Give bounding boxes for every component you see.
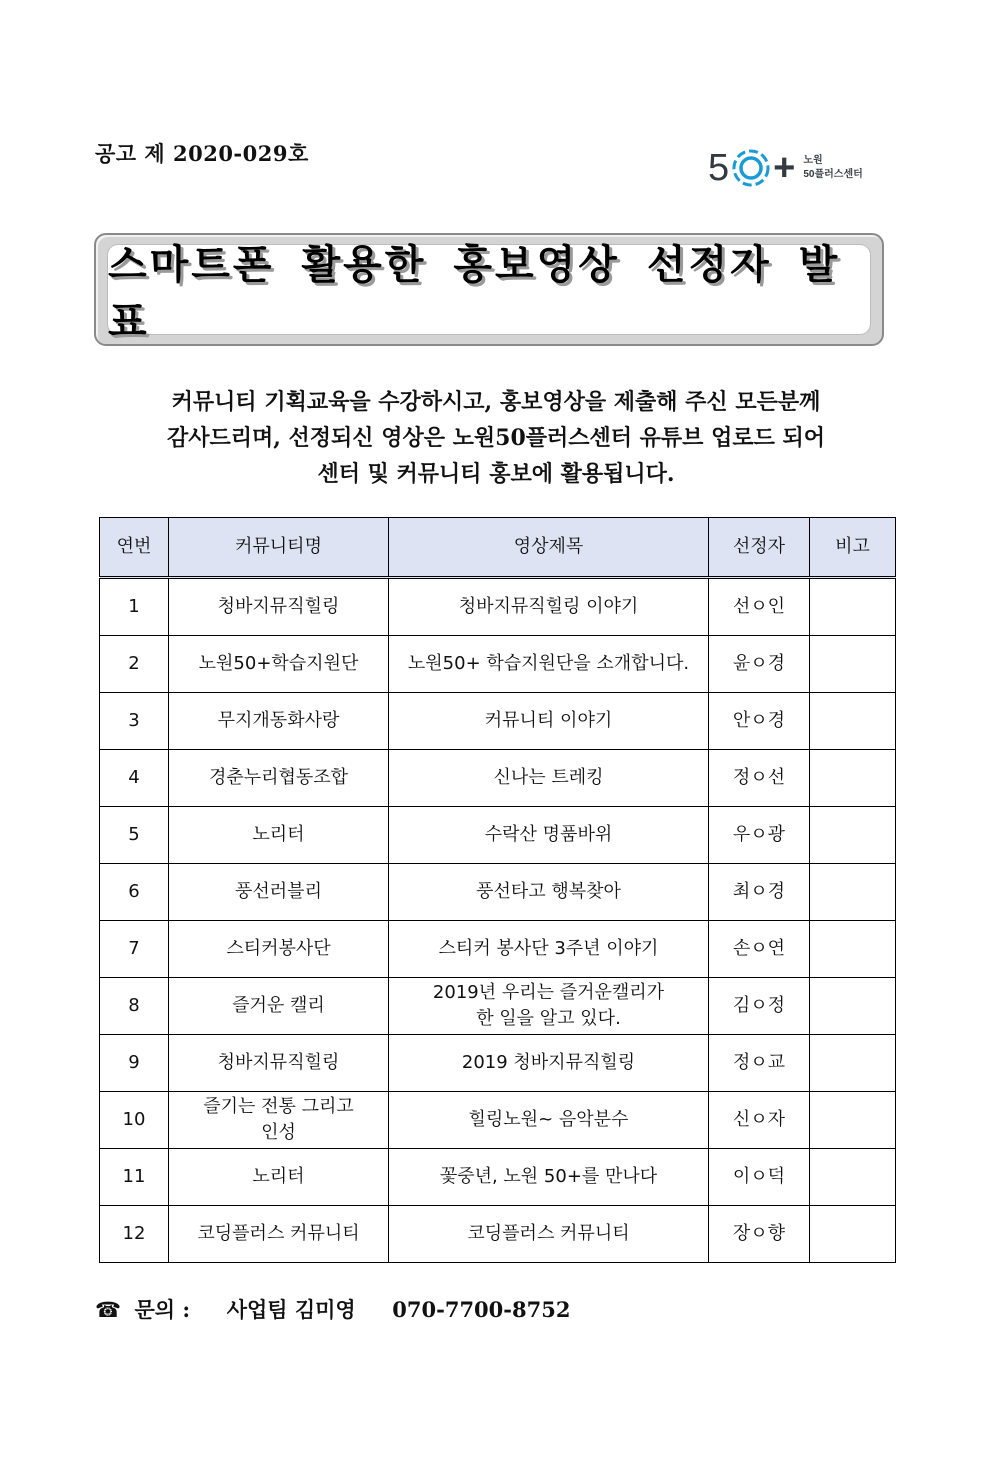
table-row: [100, 693, 896, 750]
header-winner: 선정자: [709, 518, 810, 578]
cell-note: [810, 750, 896, 807]
cell-community-line: 즐기는 전통 그리고: [203, 1096, 354, 1117]
table-row: [100, 1149, 896, 1206]
cell-community-line: 청바지뮤직힐링: [217, 596, 340, 617]
cell-winner: 손ㅇ연: [709, 921, 810, 978]
intro-line-2: 감사드리며, 선정되신 영상은 노원50플러스센터 유튜브 업로드 되어: [166, 425, 826, 451]
cell-video-title-line: 힐링노원~ 음악분수: [468, 1109, 629, 1130]
cell-video-title-line: 한 일을 알고 있다.: [476, 1008, 621, 1029]
table-body: [100, 578, 896, 1263]
logo-text: [803, 154, 862, 182]
contact-phone: 070-7700-8752: [392, 1297, 571, 1322]
cell-winner: 이ㅇ덕: [709, 1149, 810, 1206]
table-row: [100, 578, 896, 636]
cell-community: [169, 864, 389, 921]
cell-community-line: 무지개동화사랑: [217, 710, 340, 731]
cell-community: [169, 1206, 389, 1263]
logo-number: 5: [708, 147, 730, 189]
cell-community-line: 경춘누리협동조합: [208, 767, 349, 788]
intro-line-3: 센터 및 커뮤니티 홍보에 활용됩니다.: [317, 461, 675, 487]
cell-video-title-line: 2019 청바지뮤직힐링: [461, 1052, 636, 1073]
center-logo: [708, 142, 863, 194]
cell-community-line: 노리터: [252, 1166, 305, 1187]
cell-community-line: 스티커봉사단: [226, 938, 331, 959]
cell-community-line: 즐거운 캘리: [232, 995, 325, 1016]
contact-label: 문의 :: [134, 1297, 191, 1322]
cell-community: [169, 1149, 389, 1206]
winners-table: [99, 517, 896, 1263]
cell-winner: 최ㅇ경: [709, 864, 810, 921]
cell-community: [169, 978, 389, 1035]
cell-no: 9: [100, 1035, 169, 1092]
cell-community: [169, 921, 389, 978]
cell-community: [169, 693, 389, 750]
cell-video-title: [389, 693, 709, 750]
cell-video-title: [389, 921, 709, 978]
cell-community: [169, 636, 389, 693]
table-row: [100, 636, 896, 693]
logo-line-1: 노원: [803, 155, 823, 166]
contact-line: [95, 1294, 570, 1324]
table-row: [100, 864, 896, 921]
cell-video-title-line: 신나는 트레킹: [493, 767, 604, 788]
cell-winner: 윤ㅇ경: [709, 636, 810, 693]
cell-note: [810, 978, 896, 1035]
cell-winner: 정ㅇ교: [709, 1035, 810, 1092]
cell-community-line: 인성: [261, 1122, 296, 1143]
table-row: [100, 1092, 896, 1149]
cell-community: [169, 1035, 389, 1092]
cell-video-title-line: 꽃중년, 노원 50+를 만나다: [439, 1166, 658, 1187]
cell-community: [169, 807, 389, 864]
cell-winner: 안ㅇ경: [709, 693, 810, 750]
cell-community-line: 풍선러블리: [235, 881, 322, 902]
cell-note: [810, 578, 896, 636]
cell-no: 10: [100, 1092, 169, 1149]
cell-no: 3: [100, 693, 169, 750]
cell-video-title-line: 커뮤니티 이야기: [484, 710, 613, 731]
table-row: [100, 807, 896, 864]
cell-note: [810, 864, 896, 921]
cell-video-title: [389, 978, 709, 1035]
cell-winner: 김ㅇ정: [709, 978, 810, 1035]
logo-line-2: 50플러스센터: [803, 169, 863, 180]
title-box-inner: [108, 241, 870, 345]
intro-line-1: 커뮤니티 기획교육을 수강하시고, 홍보영상을 제출해 주신 모든분께: [171, 389, 821, 415]
cell-video-title: [389, 1206, 709, 1263]
cell-video-title-line: 노원50+ 학습지원단을 소개합니다.: [407, 653, 690, 674]
cell-note: [810, 1092, 896, 1149]
cell-community-line: 청바지뮤직힐링: [217, 1052, 340, 1073]
cell-video-title-line: 스티커 봉사단 3주년 이야기: [438, 938, 659, 959]
cell-no: 4: [100, 750, 169, 807]
cell-video-title: [389, 1035, 709, 1092]
intro-paragraph: [60, 384, 932, 492]
cell-winner: 선ㅇ인: [709, 578, 810, 636]
table-row: [100, 921, 896, 978]
phone-icon: ☎: [95, 1298, 122, 1322]
cell-note: [810, 1149, 896, 1206]
cell-video-title-line: 2019년 우리는 즐거운캘리가: [432, 982, 665, 1003]
page-title: 스마트폰 활용한 홍보영상 선정자 발표: [108, 241, 841, 345]
title-box: [94, 233, 884, 346]
header-note: 비고: [810, 518, 896, 578]
cell-community-line: 코딩플러스 커뮤니티: [197, 1223, 360, 1244]
cell-video-title-line: 청바지뮤직힐링 이야기: [458, 596, 639, 617]
contact-team: 사업팀 김미영: [226, 1297, 356, 1322]
cell-community-line: 노원50+학습지원단: [198, 653, 359, 674]
cell-video-title: [389, 864, 709, 921]
cell-community: [169, 1092, 389, 1149]
cell-note: [810, 1035, 896, 1092]
table-row: [100, 1206, 896, 1263]
cell-no: 7: [100, 921, 169, 978]
cell-video-title: [389, 1092, 709, 1149]
cell-community-line: 노리터: [252, 824, 305, 845]
cell-community: [169, 750, 389, 807]
cell-no: 6: [100, 864, 169, 921]
cell-note: [810, 1206, 896, 1263]
table-row: [100, 978, 896, 1035]
table-header-row: [100, 518, 896, 578]
cell-note: [810, 807, 896, 864]
cell-winner: 우ㅇ광: [709, 807, 810, 864]
logo-ring-icon: [731, 148, 771, 188]
cell-winner: 장ㅇ향: [709, 1206, 810, 1263]
cell-winner: 신ㅇ자: [709, 1092, 810, 1149]
cell-video-title-line: 코딩플러스 커뮤니티: [467, 1223, 630, 1244]
cell-no: 2: [100, 636, 169, 693]
cell-community: [169, 578, 389, 636]
cell-video-title: [389, 1149, 709, 1206]
cell-video-title-line: 수락산 명품바위: [484, 824, 613, 845]
table-row: [100, 750, 896, 807]
cell-no: 12: [100, 1206, 169, 1263]
cell-video-title: [389, 636, 709, 693]
cell-note: [810, 693, 896, 750]
header-video-title: 영상제목: [389, 518, 709, 578]
header-no: 연번: [100, 518, 169, 578]
table-row: [100, 1035, 896, 1092]
header-community: 커뮤니티명: [169, 518, 389, 578]
cell-video-title: [389, 807, 709, 864]
cell-no: 1: [100, 578, 169, 636]
cell-no: 5: [100, 807, 169, 864]
cell-no: 11: [100, 1149, 169, 1206]
cell-note: [810, 636, 896, 693]
cell-no: 8: [100, 978, 169, 1035]
cell-video-title-line: 풍선타고 행복찾아: [476, 881, 621, 902]
cell-video-title: [389, 750, 709, 807]
cell-winner: 정ㅇ선: [709, 750, 810, 807]
logo-plus: +: [773, 147, 796, 189]
cell-video-title: [389, 578, 709, 636]
cell-note: [810, 921, 896, 978]
notice-number: 공고 제 2020-029호: [95, 141, 309, 166]
